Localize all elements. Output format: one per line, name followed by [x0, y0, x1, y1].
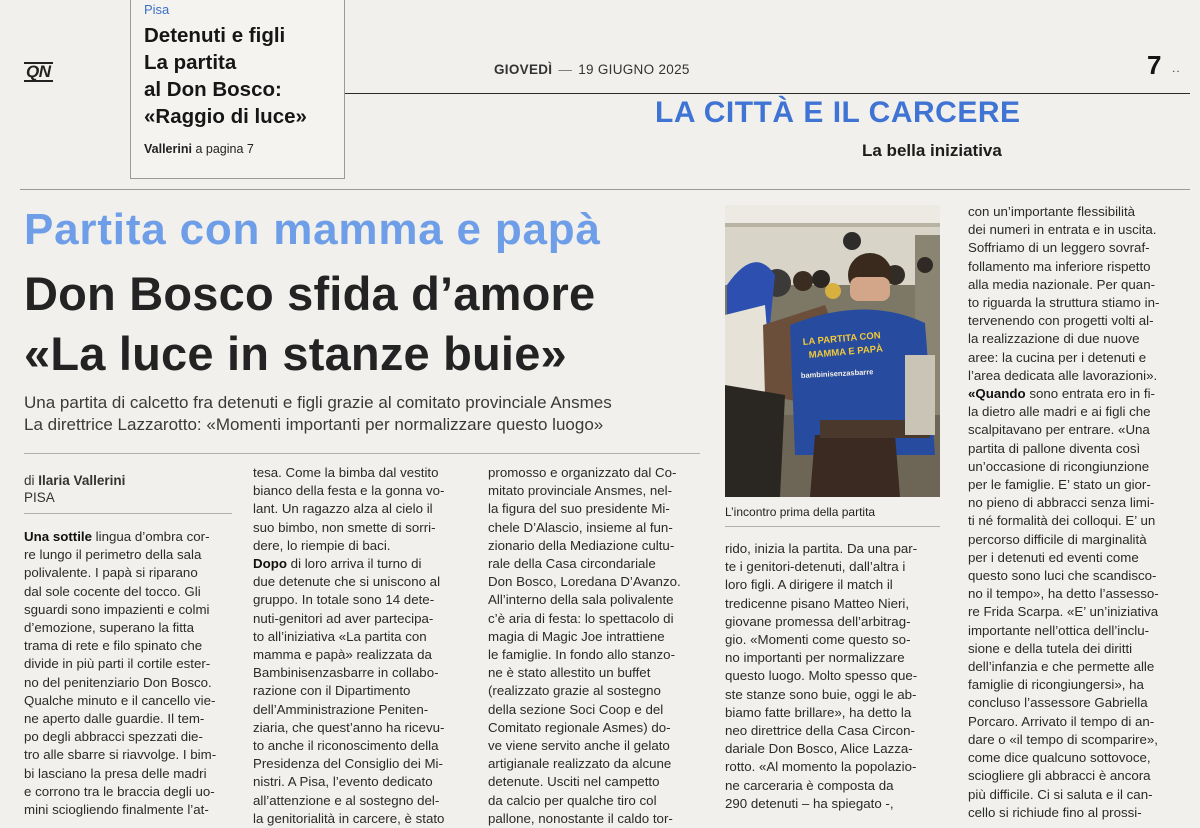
column-line: Porcaro. Arrivato il tempo di an- — [968, 713, 1155, 729]
section-title: LA CITTÀ E IL CARCERE — [655, 96, 1021, 129]
column-line: no il tempo», ha detto l’assesso- — [968, 586, 1159, 602]
column-line: tro alle sbarre si riavvolge. I bim- — [24, 747, 217, 763]
issue-day: GIOVEDÌ — [494, 62, 553, 77]
teaser-page-reference — [144, 142, 254, 156]
teaser-title-line: «Raggio di luce» — [144, 105, 307, 128]
byline-divider — [24, 513, 232, 514]
column-line-text: di loro arriva il turno di — [286, 556, 422, 572]
column-line: questo sono luci che scandisco- — [968, 568, 1157, 584]
column-line: più difficile. Ci si saluta e il can- — [968, 786, 1153, 802]
column-line: sguardi sono impazienti e colmi — [24, 601, 210, 617]
column-line: la figura del suo presidente Mi- — [488, 501, 670, 517]
column-line: no pieno di abbracci senza limi- — [968, 495, 1155, 511]
lead-in: Dopo — [253, 556, 287, 572]
column-line: scalpitavano per entrare. «Una — [968, 422, 1150, 438]
caption-divider — [725, 526, 940, 527]
article-column-4 — [725, 540, 945, 813]
column-line: mini sciogliendo finalmente l’at- — [24, 802, 209, 818]
column-line: biamo fatte brillare», ha detto la — [725, 704, 912, 720]
column-line: artigianale realizzato da alcune — [488, 756, 672, 772]
column-line: chele D’Alascio, insieme al fun- — [488, 519, 673, 535]
column-line: con un’importante flessibilità — [968, 204, 1136, 219]
column-line: d’emozione, superano la fitta — [24, 620, 195, 636]
column-line: nuti-genitori ad aver partecipa- — [253, 610, 434, 626]
shirt-print-line: LA PARTITA CON — [802, 330, 882, 348]
column-line — [24, 528, 234, 546]
article-kicker: Partita con mamma e papà — [24, 205, 601, 254]
teaser-title-line: Detenuti e figli — [144, 24, 286, 47]
column-line: tervenendo con progetti volti al- — [968, 313, 1154, 329]
column-line: bi lasciano la presa delle madri — [24, 765, 207, 781]
headline-divider — [24, 453, 700, 454]
column-line: razione con il Dipartimento — [253, 683, 411, 699]
column-line: 290 detenuti – ha spiegato -, — [725, 795, 894, 811]
column-line: le famiglie. In fondo allo stanzo- — [488, 647, 676, 663]
column-line — [253, 555, 471, 573]
column-line: importante nell’ottica dell’inclu- — [968, 622, 1150, 638]
column-line: to riguarda la struttura stiamo in- — [968, 295, 1160, 311]
column-line: la dietro alle madri e ai figli che — [968, 404, 1151, 420]
column-line: zionario della Mediazione cultu- — [488, 537, 675, 553]
column-line: ne carceraria è composta da — [725, 777, 894, 793]
column-line: (realizzato grazie al sostegno — [488, 683, 661, 699]
teaser-title-line: La partita — [144, 51, 237, 74]
column-line: c’è aria di festa: lo spettacolo di — [488, 610, 674, 626]
photo-caption: L’incontro prima della partita — [725, 505, 876, 519]
column-line: dell’Amministrazione Peniten- — [253, 701, 429, 717]
column-line: All’interno della sala polivalente — [488, 592, 674, 608]
article-photo — [725, 205, 940, 497]
column-line: tesa. Come la bimba dal vestito — [253, 465, 439, 480]
column-line: pallone, nonostante il caldo tor- — [488, 810, 673, 826]
teaser-ref-author: Vallerini — [144, 142, 192, 156]
column-line: Don Bosco, Loredana D’Avanzo. — [488, 574, 681, 590]
column-line: lant. Un ragazzo alza al cielo il — [253, 501, 433, 517]
column-line: polivalente. I papà si riparano — [24, 565, 198, 581]
column-line — [968, 385, 1190, 403]
column-line: rido, inizia la partita. Da una par- — [725, 541, 918, 556]
column-line: sione e della tutela dei diritti — [968, 640, 1133, 656]
column-line: aree: la cucina per i detenuti e — [968, 349, 1147, 365]
shirt-print-line: bambinisenzasbarre — [800, 367, 874, 380]
column-line: concluso l’assessore Gabriella — [968, 695, 1148, 711]
column-line: follamento ma inferiore rispetto — [968, 258, 1151, 274]
front-page-teaser — [130, 0, 345, 179]
date-separator: — — [558, 62, 573, 77]
article-subheading-line-1: Una partita di calcetto fra detenuti e figli grazie al comitato provinciale Ansmes — [24, 393, 612, 412]
column-line: re lungo il perimetro della sala — [24, 547, 202, 563]
column-line: loro figli. A dirigere il match il — [725, 577, 893, 593]
column-line: questo luogo. Molto spesso que- — [725, 668, 918, 684]
column-line: come dice qualcuno sottovoce, — [968, 750, 1151, 766]
column-line: famiglie di ricongiungersi», ha — [968, 677, 1144, 693]
column-line: da calcio per qualche tiro col — [488, 792, 657, 808]
masthead-rule — [345, 93, 1190, 94]
column-line: ste stanze sono buie, oggi le ab- — [725, 686, 917, 702]
column-line: l’area dedicata alle lavorazioni». — [968, 367, 1158, 383]
article-column-5 — [968, 203, 1190, 822]
column-line: suo bimbo, non smette di sorri- — [253, 519, 436, 535]
column-line: te i genitori-detenuti, dall’altra i — [725, 559, 906, 575]
column-line: ziaria, che quest’anno ha ricevu- — [253, 719, 445, 735]
column-line: Qualche minuto e il cancello vie- — [24, 692, 216, 708]
column-line: Soffriamo di un leggero sovraf- — [968, 240, 1150, 256]
byline-author: Ilaria Vallerini — [38, 473, 126, 488]
column-line: un’occasione di ricongiunzione — [968, 458, 1150, 474]
column-line: tredicenne pisano Matteo Nieri, — [725, 595, 910, 611]
column-line: re Frida Scarpa. «E’ un’iniziativa — [968, 604, 1159, 620]
column-line: ve viene servito anche il gelato — [488, 738, 670, 754]
article-headline-line-1: Don Bosco sfida d’amore — [24, 267, 596, 320]
column-line: alla media nazionale. Per quan- — [968, 276, 1156, 292]
column-line: la realizzazione di due nuove — [968, 331, 1140, 347]
column-line: no importanti per normalizzare — [725, 650, 905, 666]
byline — [24, 473, 125, 488]
column-line: rotto. «Al momento la popolazio- — [725, 759, 917, 775]
column-line: gio. «Momenti come questo so- — [725, 632, 911, 648]
column-line: dariale Don Bosco, Alice Lazza- — [725, 741, 913, 757]
shirt-print-line: MAMMA E PAPÀ — [808, 343, 884, 361]
byline-city: PISA — [24, 490, 55, 505]
column-line: della sezione Soci Coop e del — [488, 701, 664, 717]
column-line: all’attenzione e al sostegno del- — [253, 792, 440, 808]
column-line: cello si richiude fino al prossi- — [968, 804, 1142, 820]
column-line: percorso difficile di marginalità — [968, 531, 1147, 547]
column-line: Presidenza del Consiglio dei Mi- — [253, 756, 443, 772]
column-line: rale della Casa circondariale — [488, 556, 656, 572]
page-number: 7 — [1147, 50, 1162, 80]
column-line: per le famiglie. E’ stato un gior- — [968, 477, 1151, 493]
column-line: dei numeri in entrata e in uscita. — [968, 222, 1157, 238]
column-line: detenute. Usciti nel campetto — [488, 774, 660, 790]
teaser-section-label: Pisa — [144, 2, 170, 17]
column-line: dal sole cocente del tocco. Gli — [24, 583, 201, 599]
column-line: sciogliere gli abbracci è ancora — [968, 768, 1151, 784]
teaser-title-line: al Don Bosco: — [144, 78, 282, 101]
column-line: to all’iniziativa «La partita con — [253, 628, 427, 644]
column-line: ne aperto dalle guardie. Il tem- — [24, 711, 205, 727]
column-line: mamma e papà» realizzata da — [253, 647, 432, 663]
column-line: mitato provinciale Ansmes, nel- — [488, 483, 673, 499]
column-line: promosso e organizzato dal Co- — [488, 465, 677, 480]
column-line: partita di pallone diventa così — [968, 440, 1141, 456]
column-line: la genitorialità in carcere, è stato — [253, 810, 445, 826]
section-divider — [20, 189, 1190, 190]
column-line: divide in più parti il cortile ester- — [24, 656, 211, 672]
article-column-3 — [488, 464, 702, 828]
byline-prefix: di — [24, 473, 35, 488]
column-line: to anche il riconoscimento della — [253, 738, 439, 754]
column-line: dere, lo riempie di baci. — [253, 537, 391, 553]
column-line: ne è stato allestito un buffet — [488, 665, 651, 681]
column-line: due detenute che si uniscono al — [253, 574, 441, 590]
lead-in: «Quando — [968, 386, 1026, 402]
column-line: neo direttrice della Casa Circon- — [725, 723, 915, 739]
column-line: dare o «il tempo di scomparire», — [968, 731, 1158, 747]
column-line: gruppo. In totale sono 14 dete- — [253, 592, 435, 608]
newspaper-logo: QN — [26, 62, 51, 81]
column-line: po degli abbracci spezzati die- — [24, 729, 203, 745]
article-column-2 — [253, 464, 471, 828]
issue-date-text: 19 GIUGNO 2025 — [578, 62, 690, 77]
lead-in: Una sottile — [24, 529, 92, 544]
column-line: magia di Magic Joe intrattiene — [488, 628, 665, 644]
column-line: dell’infanzia e che permette alle — [968, 659, 1155, 675]
column-line: e corrono tra le braccia degli uo- — [24, 783, 215, 799]
photo-illustration — [725, 205, 940, 497]
column-line: bianco della festa e la gonna vo- — [253, 483, 445, 499]
issue-date — [494, 62, 690, 77]
column-line: giovane promessa dell’arbitrag- — [725, 613, 911, 629]
teaser-ref-page: a pagina 7 — [195, 142, 254, 156]
column-line-text: sono entrata ero in fi- — [1025, 386, 1155, 402]
page-number-dots: .. — [1172, 61, 1181, 75]
teaser-title — [144, 22, 342, 130]
column-line: Bambinisenzasbarre in collabo- — [253, 665, 439, 681]
article-column-1 — [24, 528, 234, 819]
column-line: Comitato regionale Asmes) do- — [488, 719, 671, 735]
column-line: no del penitenziario Don Bosco. — [24, 674, 212, 690]
column-line: nistri. A Pisa, l’evento dedicato — [253, 774, 433, 790]
column-line-text: lingua d’ombra cor- — [91, 529, 210, 544]
column-line: trama di rete e filo spinato che — [24, 638, 203, 654]
section-subtitle: La bella iniziativa — [862, 141, 1002, 160]
column-line: per i detenuti ed eventi come — [968, 549, 1139, 565]
article-headline-line-2: «La luce in stanze buie» — [24, 327, 567, 380]
column-line: ti né formalità dei colloqui. E’ un — [968, 513, 1156, 529]
article-subheading-line-2: La direttrice Lazzarotto: «Momenti importanti per normalizzare questo luogo» — [24, 415, 604, 434]
